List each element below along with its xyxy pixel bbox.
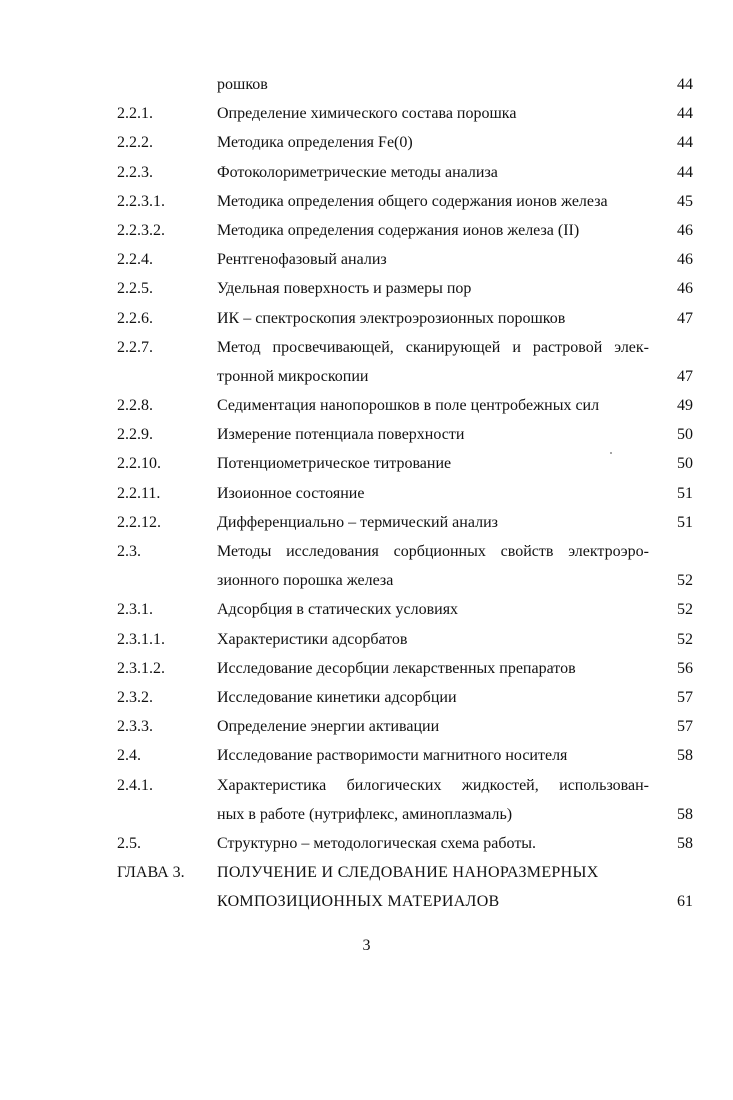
toc-row [0,362,733,391]
toc-page: 50 [677,426,693,444]
toc-number: 2.4. [117,747,141,765]
toc-number: 2.3.1.2. [117,659,165,677]
toc-page: 57 [677,688,693,706]
toc-page: 57 [677,718,693,736]
toc-page: 61 [677,893,693,911]
toc-row [0,829,733,858]
toc-row [0,741,733,770]
toc-row [0,70,733,99]
toc-number: 2.2.11. [117,484,161,502]
toc-row [0,128,733,157]
toc-row [0,858,733,887]
toc-page: 58 [677,747,693,765]
toc-row [0,771,733,800]
toc-page: 50 [677,455,693,473]
toc-page: 47 [677,309,693,327]
toc-row [0,625,733,654]
toc-page: 44 [677,134,693,152]
toc-number: 2.2.3. [117,163,153,181]
toc-title: Определение химического состава порошка [217,105,517,123]
toc-number: 2.2.5. [117,280,153,298]
toc-row [0,187,733,216]
page-number: 3 [362,937,371,954]
toc-title: Структурно – методологическая схема работы. [217,834,537,852]
toc-number: 2.2.3.1. [117,192,165,210]
toc-row [0,508,733,537]
toc-title: Рентгенофазовый анализ [217,251,387,269]
toc-title: Исследование растворимости магнитного носителя [217,747,568,765]
toc-title: Удельная поверхность и размеры пор [217,280,472,298]
toc-title: Изоионное состояние [217,484,365,502]
toc-number: 2.2.12. [117,513,161,531]
toc-number: 2.2.3.2. [117,221,165,239]
toc-row [0,216,733,245]
toc-title: Измерение потенциала поверхности [217,426,465,444]
toc-number: 2.5. [117,834,141,852]
toc-page: 52 [677,630,693,648]
toc-page: 47 [677,367,693,385]
toc-page: 44 [677,76,693,93]
toc-title: Адсорбция в статических условиях [217,601,459,619]
toc-row [0,245,733,274]
toc-page: 56 [677,659,693,677]
toc-number: 2.2.7. [117,338,153,356]
toc-title: Метод просвечивающей, сканирующей и растровой элек- [217,338,649,356]
toc-number: 2.3. [117,543,141,560]
toc-title: тронной микроскопии [217,367,369,385]
toc-page: 49 [677,397,693,415]
toc-title: Седиментация нанопорошков в поле центробежных сил [217,397,600,415]
toc-number: 2.2.4. [117,251,153,269]
toc-title: зионного порошка железа [217,572,394,590]
toc-page: 46 [677,221,693,239]
toc-page: 52 [677,601,693,619]
toc-number: ГЛАВА 3. [117,864,185,882]
toc-title: ных в работе (нутрифлекс, аминоплазмаль) [217,805,513,823]
toc-page: 46 [677,280,693,298]
toc-title: Исследование кинетики адсорбции [217,688,457,706]
toc-row [0,595,733,624]
toc-title: Дифференциально – термический анализ [217,513,498,531]
toc-number: 2.3.2. [117,688,153,706]
toc-title: ИК – спектроскопия электроэрозионных порошков [217,309,566,327]
toc-number: 2.3.1.1. [117,630,165,648]
toc-number: 2.2.10. [117,455,161,473]
toc-page: 51 [677,513,693,531]
toc-title: Методы исследования сорбционных свойств электроэро- [217,543,649,560]
toc-row [0,800,733,829]
toc-page: 58 [677,834,693,852]
toc-page: 58 [677,805,693,823]
toc-number: 2.4.1. [117,776,153,794]
toc-row [0,566,733,595]
toc-page: 45 [677,192,693,210]
toc-page: 51 [677,484,693,502]
toc-page: 44 [677,105,693,123]
toc-number: 2.2.1. [117,105,153,123]
toc-page: 52 [677,572,693,590]
toc-title: Методика определения общего содержания ионов железа [217,192,608,210]
toc-row [0,887,733,916]
toc-row [0,333,733,362]
toc-row [0,712,733,741]
toc-title: Характеристики адсорбатов [217,630,408,648]
toc-title: Методика определения Fe(0) [217,134,413,152]
toc-number: 2.3.3. [117,718,153,736]
toc-row [0,479,733,508]
toc-page: 44 [677,163,693,181]
toc-number: 2.2.9. [117,426,153,444]
toc-title: Фотоколориметрические методы анализа [217,163,498,181]
toc-number: 2.3.1. [117,601,153,619]
toc-row [0,654,733,683]
toc-title: Характеристика билогических жидкостей, использован- [217,776,649,794]
toc-number: 2.2.8. [117,397,153,415]
toc-row [0,304,733,333]
toc-row [0,420,733,449]
table-of-contents [0,70,733,916]
toc-number: 2.2.6. [117,309,153,327]
toc-number: 2.2.2. [117,134,153,152]
toc-row [0,158,733,187]
toc-row [0,391,733,420]
toc-title: рошков [217,76,268,93]
toc-title: ПОЛУЧЕНИЕ И СЛЕДОВАНИЕ НАНОРАЗМЕРНЫХ [217,864,599,882]
toc-row [0,274,733,303]
scan-speck [610,452,612,454]
toc-title: Потенциометрическое титрование [217,455,452,473]
toc-row [0,683,733,712]
toc-row [0,99,733,128]
toc-row [0,449,733,478]
toc-title: Методика определения содержания ионов железа (II) [217,221,580,239]
toc-title: Определение энергии активации [217,718,440,736]
toc-page: 46 [677,251,693,269]
toc-row [0,537,733,566]
toc-title: КОМПОЗИЦИОННЫХ МАТЕРИАЛОВ [217,893,500,911]
toc-title: Исследование десорбции лекарственных препаратов [217,659,576,677]
